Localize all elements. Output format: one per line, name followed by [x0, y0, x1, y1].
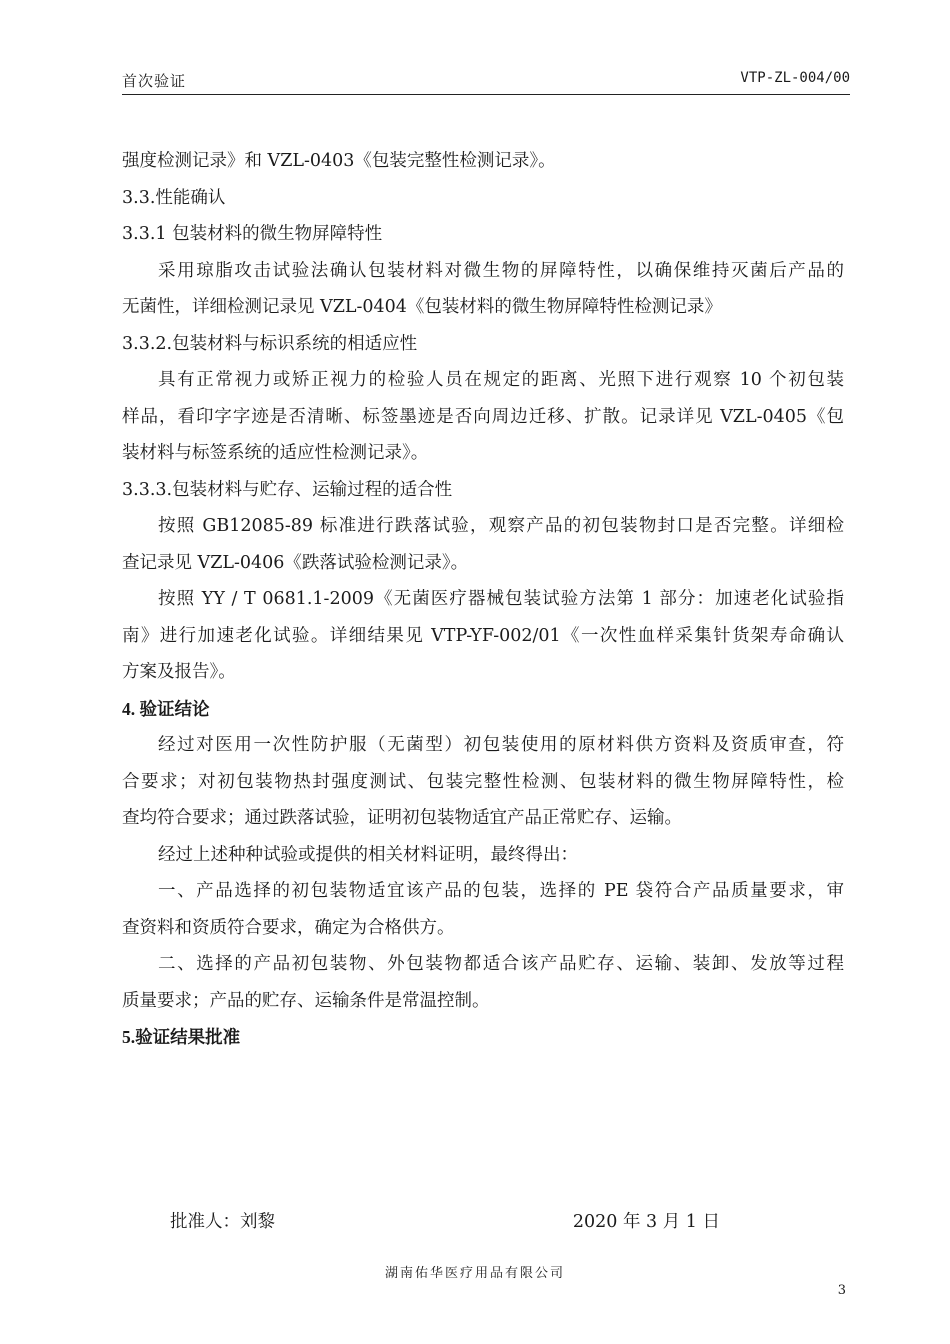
header-doc-code: VTP-ZL-004/00	[740, 70, 850, 86]
text-line: 查均符合要求；通过跌落试验，证明初包装物适宜产品正常贮存、运输。	[122, 808, 682, 828]
text-line: 二、选择的产品初包装物、外包装物都适合该产品贮存、运输、装卸、发放等过程	[158, 954, 844, 974]
text-line: 经过对医用一次性防护服（无菌型）初包装使用的原材料供方资料及资质审查，符	[158, 735, 844, 755]
text-line: 查记录见 VZL-0406《跌落试验检测记录》。	[122, 552, 469, 573]
text-line: 经过上述种种试验或提供的相关材料证明，最终得出：	[158, 844, 578, 865]
approval-date: 2020 年 3 月 1 日	[572, 1212, 720, 1232]
text-line: 按照 GB12085-89 标准进行跌落试验，观察产品的初包装物封口是否完整。详细检	[158, 516, 844, 536]
text-line: 质量要求；产品的贮存、运输条件是常温控制。	[122, 990, 490, 1011]
text-line: 样品，看印字字迹是否清晰、标签墨迹是否向周边迁移、扩散。记录详见 VZL-0405《包	[122, 406, 844, 427]
text-line: 采用琼脂攻击试验法确认包装材料对微生物的屏障特性，以确保维持灭菌后产品的	[158, 260, 844, 281]
text-line: 无菌性，详细检测记录见 VZL-0404《包装材料的微生物屏障特性检测记录》	[122, 297, 722, 317]
text-line: 强度检测记录》和 VZL-0403《包装完整性检测记录》。	[122, 151, 556, 171]
text-line: 3.3.3.包装材料与贮存、运输过程的适合性	[122, 479, 453, 500]
section-heading: 4. 验证结论	[122, 698, 210, 719]
text-line: 南》进行加速老化试验。详细结果见 VTP-YF-002/01《一次性血样采集针货架寿命确认	[122, 625, 844, 646]
text-line: 一、产品选择的初包装物适宜该产品的包装，选择的 PE 袋符合产品质量要求，审	[158, 881, 844, 901]
text-line: 3.3.性能确认	[122, 187, 226, 208]
text-line: 按照 YY / T 0681.1-2009《无菌医疗器械包装试验方法第 1 部分：加速老化试验指	[158, 589, 844, 609]
text-line: 具有正常视力或矫正视力的检验人员在规定的距离、光照下进行观察 10 个初包装	[158, 370, 844, 390]
text-line: 3.3.2.包装材料与标识系统的相适应性	[122, 333, 418, 354]
section-heading: 5.验证结果批准	[122, 1027, 241, 1047]
text-line: 3.3.1 包装材料的微生物屏障特性	[122, 224, 383, 244]
header-title: 首次验证	[122, 72, 187, 90]
page-header	[122, 70, 850, 95]
footer-company: 湖南佑华医疗用品有限公司	[384, 1266, 565, 1281]
text-line: 合要求；对初包装物热封强度测试、包装完整性检测、包装材料的微生物屏障特性，检	[122, 771, 844, 792]
document-body	[122, 143, 844, 1056]
page-number: 3	[837, 1283, 846, 1298]
text-line: 查资料和资质符合要求，确定为合格供方。	[122, 917, 455, 938]
approver-label: 批准人：刘黎	[170, 1212, 275, 1232]
text-line: 方案及报告》。	[122, 662, 236, 682]
text-line: 装材料与标签系统的适应性检测记录》。	[122, 443, 429, 463]
